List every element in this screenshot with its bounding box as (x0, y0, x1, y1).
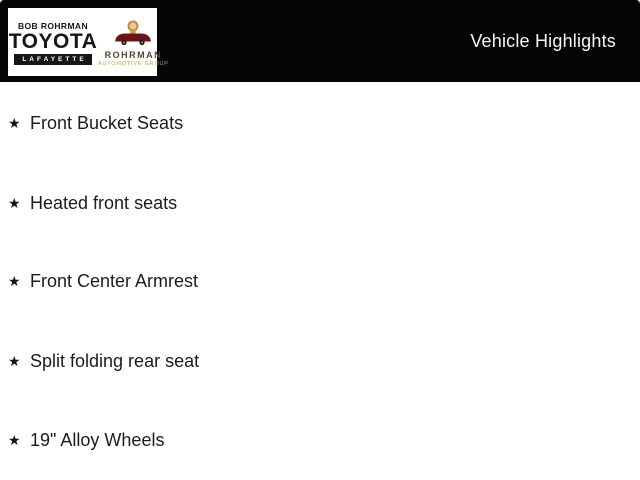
highlight-label: Front Bucket Seats (30, 113, 184, 133)
dealer-name-text: BOB ROHRMAN (17, 20, 89, 31)
group-subtitle-text: AUTOMOTIVE GROUP (98, 61, 169, 68)
highlight-item (8, 192, 177, 214)
highlight-label: Split folding rear seat (30, 351, 200, 371)
highlight-item (8, 429, 164, 451)
star-icon: ★ (8, 195, 21, 211)
dealer-brand-text: TOYOTA (8, 29, 98, 53)
dealer-logo (8, 8, 169, 76)
dealer-logo-left (8, 16, 98, 69)
highlight-item (8, 350, 199, 372)
highlight-label: Heated front seats (30, 193, 178, 213)
dealer-city-text: LAFAYETTE (14, 54, 92, 65)
header-bar (0, 0, 640, 82)
group-name-text: ROHRMAN (104, 50, 163, 61)
highlight-label: Front Center Armrest (30, 271, 199, 291)
highlight-item (8, 112, 183, 134)
highlight-item (8, 270, 198, 292)
highlight-label: 19" Alloy Wheels (30, 430, 165, 450)
star-icon: ★ (8, 115, 21, 131)
star-icon: ★ (8, 273, 21, 289)
star-icon: ★ (8, 432, 21, 448)
star-icon: ★ (8, 353, 21, 369)
page-title: Vehicle Highlights (470, 30, 616, 51)
dealer-logo-right (98, 16, 169, 67)
lion-on-car-icon (113, 19, 153, 51)
